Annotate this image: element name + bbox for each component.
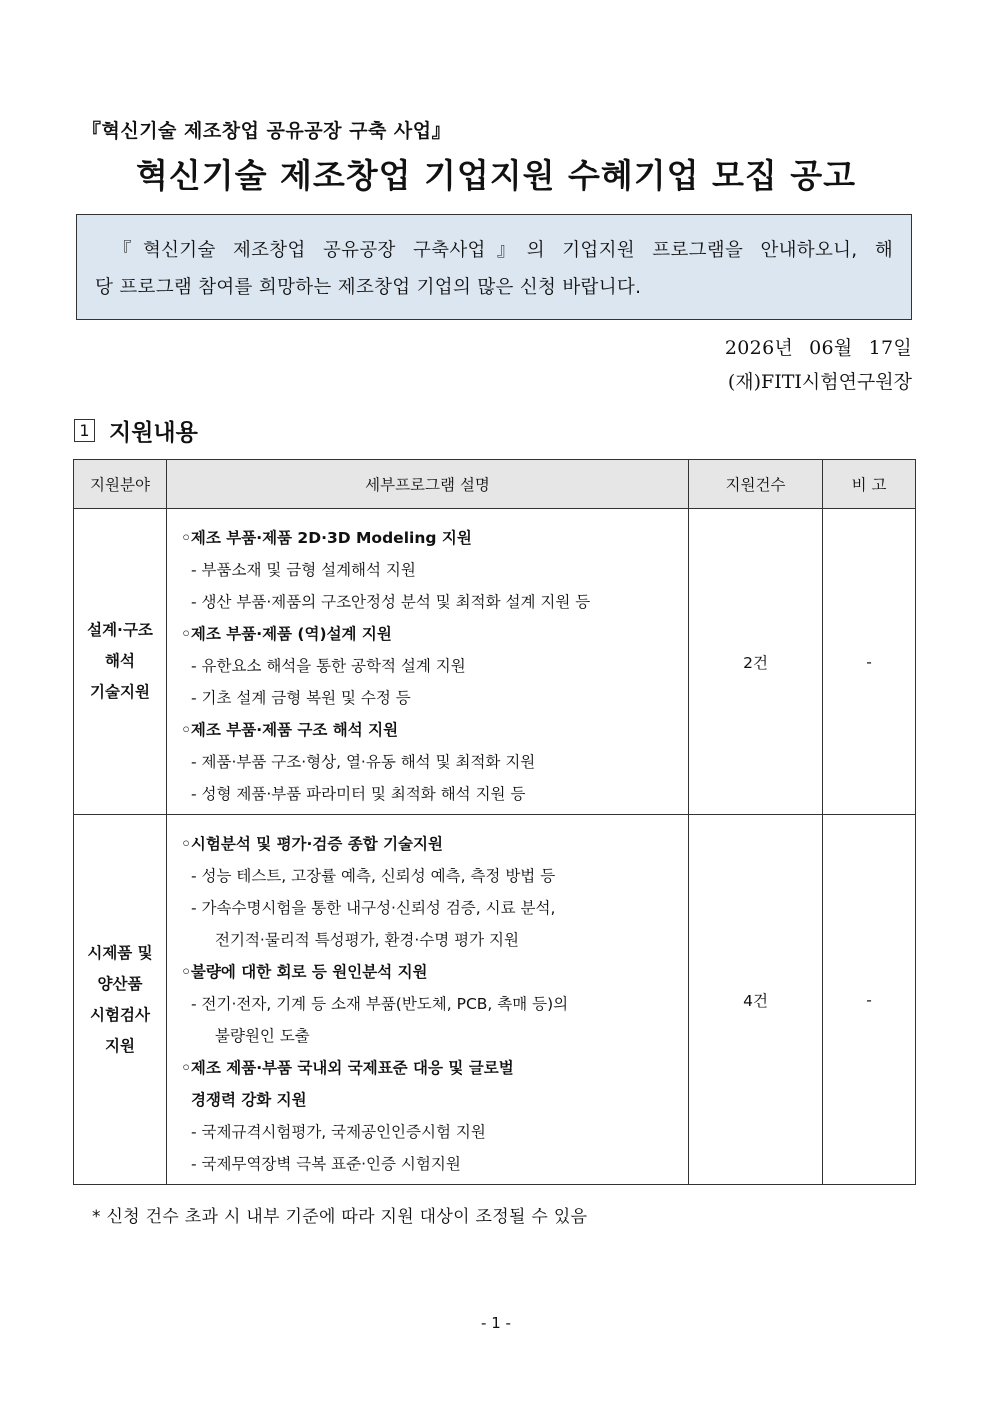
program-item-heading: ◦제조 부품·제품 (역)설계 지원 [181,625,392,643]
note-cell: - [823,509,916,815]
program-item-detail: - 부품소재 및 금형 설계해석 지원 [191,561,416,579]
date-month: 06월 [809,337,853,359]
program-item-detail: - 생산 부품·제품의 구조안정성 분석 및 최적화 설계 지원 등 [191,593,591,611]
program-item-detail: - 유한요소 해석을 통한 공학적 설계 지원 [191,657,466,675]
program-item-detail: - 전기·전자, 기계 등 소재 부품(반도체, PCB, 촉매 등)의 [191,995,569,1013]
notice-line-2: 당 프로그램 참여를 희망하는 제조창업 기업의 많은 신청 바랍니다. [95,277,642,298]
project-subtitle: 『혁신기술 제조창업 공유공장 구축 사업』 [82,120,452,142]
section-title: 지원내용 [109,420,198,446]
support-field-line: 기술지원 [90,683,150,701]
date-day: 17일 [868,337,912,359]
support-field-line: 설계·구조 [87,621,153,639]
support-count-cell: 4건 [689,815,823,1185]
announcement-date [725,333,912,360]
support-field-line: 시험검사 [90,1005,150,1024]
footnote: * 신청 건수 초과 시 내부 기준에 따라 지원 대상이 조정될 수 있음 [92,1207,588,1227]
organization-name: (재)FITI시험연구원장 [727,371,912,393]
notice-box [76,214,912,320]
table-row [74,509,916,815]
page-title: 혁신기술 제조창업 기업지원 수혜기업 모집 공고 [135,156,856,195]
program-item-heading: ◦시험분석 및 평가·검증 종합 기술지원 [181,835,443,853]
header-description: 세부프로그램 설명 [167,460,689,509]
program-item-detail: - 성형 제품·부품 파라미터 및 최적화 해석 지원 등 [191,785,526,803]
support-field-line: 양산품 [97,974,143,993]
support-field-line: 지원 [105,1036,135,1055]
support-field-cell [74,509,167,815]
table-header-row [74,460,916,509]
header-count: 지원건수 [689,460,823,509]
support-field-line: 시제품 및 [87,943,153,962]
notice-line-1: 『혁신기술 제조창업 공유공장 구축사업』의 기업지원 프로그램을 안내하오니, 해 [113,240,893,261]
table-row [74,815,916,1185]
program-item-detail: 전기적·물리적 특성평가, 환경·수명 평가 지원 [215,931,520,949]
program-description-cell [167,815,689,1185]
program-item-detail: - 가속수명시험을 통한 내구성·신뢰성 검증, 시료 분석, [191,899,556,917]
program-item-detail: - 국제무역장벽 극복 표준·인증 시험지원 [191,1155,461,1173]
program-item-detail: - 제품·부품 구조·형상, 열·유동 해석 및 최적화 지원 [191,753,536,771]
program-item-heading: ◦제조 부품·제품 2D·3D Modeling 지원 [181,529,472,547]
program-description-cell [167,509,689,815]
page-number: - 1 - [481,1314,511,1332]
program-item-detail: 불량원인 도출 [215,1027,310,1045]
program-item-heading: 경쟁력 강화 지원 [191,1091,307,1109]
support-count-cell: 2건 [689,509,823,815]
support-table [73,459,916,1185]
support-field-cell [74,815,167,1185]
section-number: 1 [74,419,95,442]
date-year: 2026년 [724,337,794,359]
program-item-heading: ◦불량에 대한 회로 등 원인분석 지원 [181,963,428,981]
header-note: 비 고 [823,460,916,509]
header-field: 지원분야 [74,460,167,509]
program-item-detail: - 성능 테스트, 고장률 예측, 신뢰성 예측, 측정 방법 등 [191,867,556,885]
program-item-heading: ◦제조 부품·제품 구조 해석 지원 [181,721,399,739]
program-item-detail: - 기초 설계 금형 복원 및 수정 등 [191,689,411,707]
program-item-heading: ◦제조 제품·부품 국내외 국제표준 대응 및 글로벌 [181,1059,514,1077]
support-field-line: 해석 [105,652,135,670]
note-cell: - [823,815,916,1185]
section-heading [74,414,198,447]
program-item-detail: - 국제규격시험평가, 국제공인인증시험 지원 [191,1123,486,1141]
